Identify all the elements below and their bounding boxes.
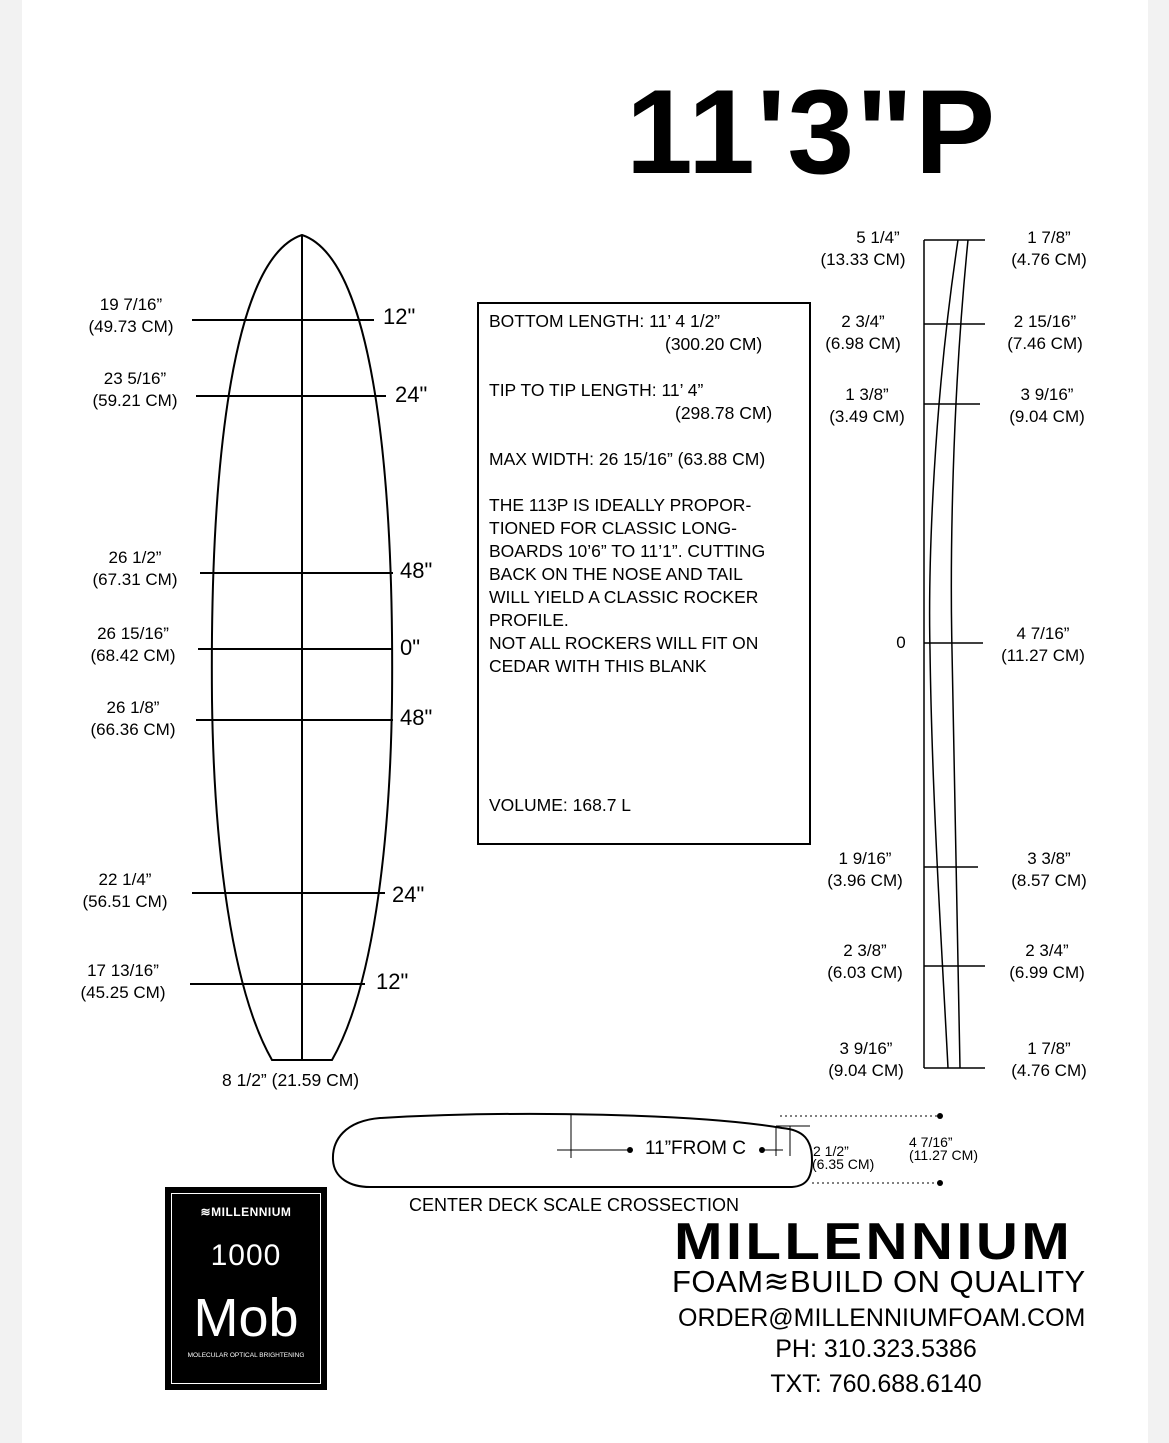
- rocker-left-1: 5 1/4” (13.33 CM): [820, 228, 906, 269]
- rocker-right-1: 1 7/8” (4.76 CM): [1011, 228, 1087, 269]
- xs-dim-dot-right: [759, 1147, 765, 1153]
- station-mark-6: 24": [392, 882, 425, 907]
- station-mark-7: 12": [376, 969, 409, 994]
- rocker-right-7: 1 7/8” (4.76 CM): [1011, 1039, 1087, 1080]
- rocker-left-7: 3 9/16” (9.04 CM): [828, 1039, 904, 1080]
- rocker-right-2: 2 15/16” (7.46 CM): [1007, 312, 1083, 353]
- bottom-length: BOTTOM LENGTH: 11’ 4 1/2”: [489, 311, 721, 331]
- tip-length-cm: (298.78 CM): [675, 403, 773, 423]
- spec-box: [477, 302, 811, 845]
- rocker-left-5: 1 9/16” (3.96 CM): [827, 849, 903, 890]
- desc-line: TIONED FOR CLASSIC LONG-: [489, 518, 737, 538]
- station-mark-3: 48": [400, 558, 433, 583]
- page-title: 11'3"P: [626, 65, 998, 199]
- station-mark-2: 24": [395, 382, 428, 407]
- xs-thick-inch: 4 7/16”: [909, 1134, 953, 1150]
- rocker-left-2: 2 3/4” (6.98 CM): [825, 312, 901, 353]
- desc-line: NOT ALL ROCKERS WILL FIT ON: [489, 633, 759, 653]
- desc-line: CEDAR WITH THIS BLANK: [489, 656, 707, 676]
- desc-line: WILL YIELD A CLASSIC ROCKER: [489, 587, 759, 607]
- rocker-left-3: 1 3/8” (3.49 CM): [829, 385, 905, 426]
- outline-label-3: 26 1/2” (67.31 CM): [92, 548, 178, 589]
- outline-label-6: 22 1/4” (56.51 CM): [82, 870, 168, 911]
- mob-brand: ≋MILLENNIUM: [200, 1205, 292, 1219]
- mob-big: Mob: [193, 1288, 299, 1348]
- outline-label-5: 26 1/8” (66.36 CM): [90, 698, 176, 739]
- xs-rail-inch: 2 1/2”: [813, 1143, 849, 1159]
- company-email[interactable]: ORDER@MILLENNIUMFOAM.COM: [678, 1304, 1086, 1332]
- mob-number: 1000: [210, 1239, 282, 1272]
- rocker-deck-curve: [951, 240, 968, 1068]
- mob-small: MOLECULAR OPTICAL BRIGHTENING: [187, 1352, 305, 1359]
- outline-label-1: 19 7/16” (49.73 CM): [88, 295, 174, 336]
- xs-thick-dot-bottom: [937, 1180, 943, 1186]
- max-width: MAX WIDTH: 26 15/16” (63.88 CM): [489, 449, 766, 469]
- xs-from-center: 11”FROM C: [645, 1138, 746, 1159]
- mob-badge: [165, 1187, 327, 1390]
- outline-label-2: 23 5/16” (59.21 CM): [92, 369, 178, 410]
- outline-label-4: 26 15/16” (68.42 CM): [90, 624, 176, 665]
- rocker-left-4: 0: [896, 633, 906, 652]
- xs-rail-cm: (6.35 CM): [812, 1156, 875, 1172]
- tail-width-label: 8 1/2” (21.59 CM): [222, 1070, 360, 1090]
- tip-length: TIP TO TIP LENGTH: 11’ 4”: [489, 380, 704, 400]
- outline-label-7: 17 13/16” (45.25 CM): [80, 961, 166, 1002]
- company-text[interactable]: TXT: 760.688.6140: [770, 1370, 982, 1398]
- xs-thick-dot-top: [937, 1113, 943, 1119]
- desc-line: THE 113P IS IDEALLY PROPOR-: [489, 495, 752, 515]
- rocker-right-3: 3 9/16” (9.04 CM): [1009, 385, 1085, 426]
- station-mark-4: 0": [400, 635, 421, 660]
- rocker-right-5: 3 3/8” (8.57 CM): [1011, 849, 1087, 890]
- volume: VOLUME: 168.7 L: [489, 795, 632, 815]
- company-phone[interactable]: PH: 310.323.5386: [775, 1335, 977, 1363]
- rocker-right-4: 4 7/16” (11.27 CM): [1001, 624, 1085, 665]
- xs-caption: CENTER DECK SCALE CROSSECTION: [409, 1195, 740, 1215]
- rocker-bottom-curve: [930, 240, 958, 1068]
- company-name: MILLENNIUM: [674, 1213, 1074, 1271]
- xs-dim-dot-left: [627, 1147, 633, 1153]
- bottom-length-cm: (300.20 CM): [665, 334, 763, 354]
- company-tagline: FOAM≋BUILD ON QUALITY: [672, 1264, 1086, 1299]
- xs-thick-cm: (11.27 CM): [909, 1147, 978, 1163]
- desc-line: BOARDS 10’6” TO 11’1”. CUTTING: [489, 541, 766, 561]
- wave-icon: ≋: [200, 1205, 212, 1219]
- desc-line: BACK ON THE NOSE AND TAIL: [489, 564, 743, 584]
- desc-line: PROFILE.: [489, 610, 569, 630]
- rocker-left-6: 2 3/8” (6.03 CM): [827, 941, 903, 982]
- rocker-right-6: 2 3/4” (6.99 CM): [1009, 941, 1085, 982]
- station-mark-1: 12": [383, 304, 416, 329]
- station-mark-5: 48": [400, 705, 433, 730]
